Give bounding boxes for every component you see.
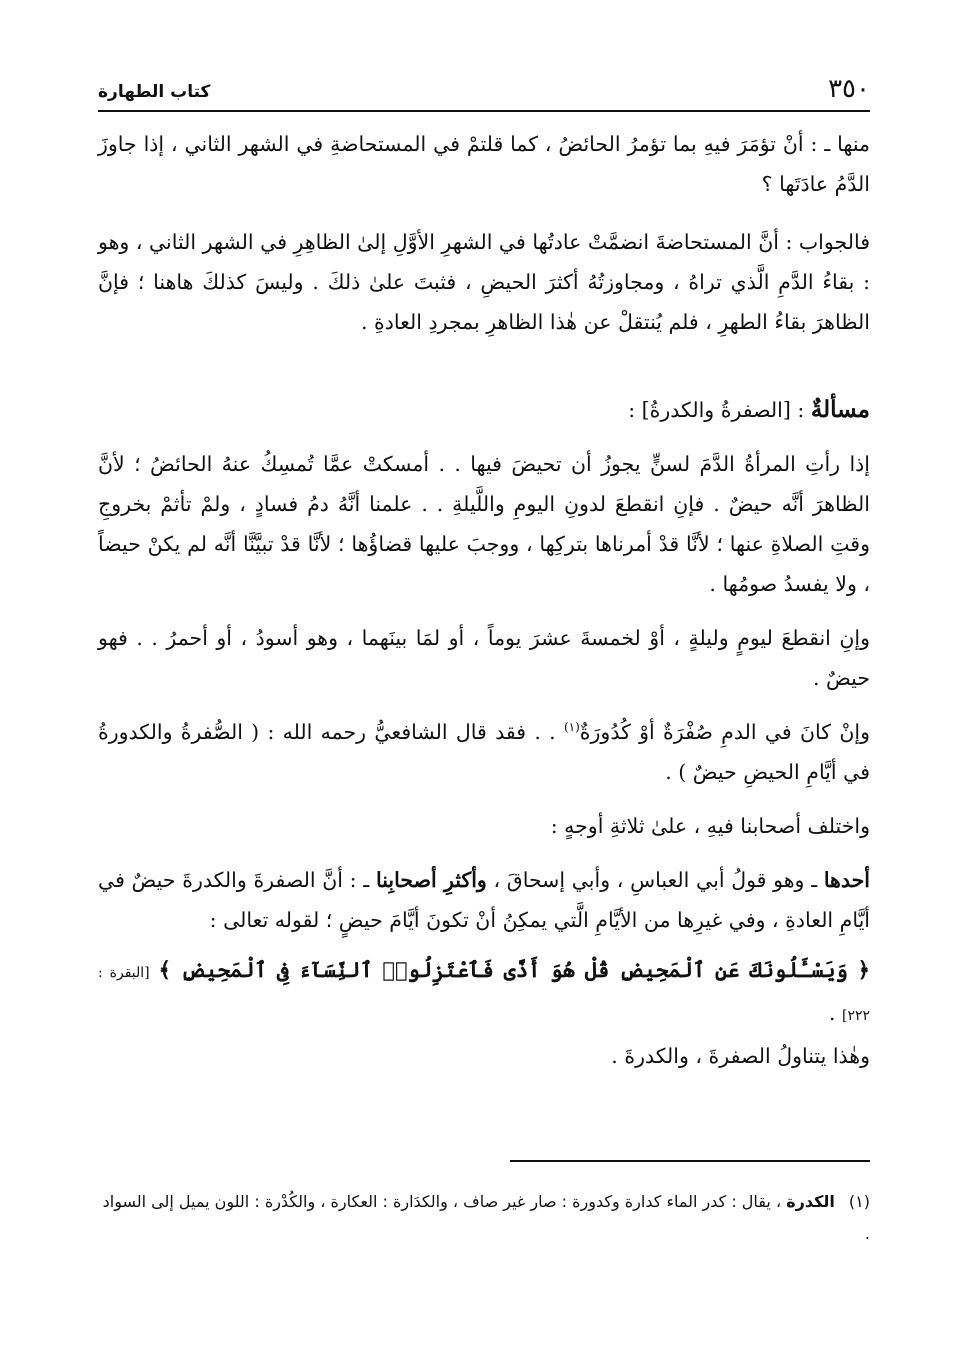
- footnote-term: الكدرة: [786, 1192, 835, 1211]
- paragraph: وإنِ انقطعَ ليومٍ وليلةٍ ، أوْ لخمسةَ عشرَ يوماً ، أو لمَا بينَهما ، وهو أسودُ ، أو أحمرُ . . فهو حيضٌ .: [98, 626, 870, 690]
- footnote-rule: [510, 1160, 870, 1162]
- heading-label: مسألةٌ: [810, 396, 870, 423]
- paragraph: منها ـ : أنْ تؤمَرَ فيهِ بما تؤمرُ الحائضُ ، كما قلتمْ في المستحاضةِ في الشهر الثاني ، إذا جاوزَ الدَّمُ عادَتَها ؟: [98, 132, 870, 196]
- paragraph: [98, 860, 870, 940]
- paragraph: فالجواب : أنَّ المستحاضةَ انضمَّتْ عادتُها في الشهرِ الأوَّلِ إلىٰ الظاهِرِ في الشهر الثاني ، وهو : بقاءُ الدَّمِ الَّذي تراهُ ، ومجاوزتُهُ أكثرَ الحيضِ ، فثبتَ علىٰ ذلكَ . وليسَ كذلكَ هاهنا ؛ فإنَّ الظاهرَ بقاءُ الطهرِ ، فلم يُنتقلْ عن هٰذا الظاهرِ بمجردِ العادةِ .: [98, 230, 870, 334]
- paragraph: [98, 712, 870, 792]
- page-number: ٣٥٠: [828, 74, 870, 104]
- paragraph-part: ـ وهو قولُ أبي العباسِ ، وأبي إسحاقَ ،: [486, 868, 824, 892]
- paragraph: إذا رأتِ المرأةُ الدَّمَ لسنٍّ يجوزُ أن تحيضَ فيها . . أمسكتْ عمَّا تُمسِكُ عنهُ الحائضُ ؛ لأنَّ الظاهرَ أنَّه حيضٌ . فإنِ انقطعَ لدونِ اليومِ واللَّيلةِ . . علمنا أنَّهُ دمُ فسادٍ ، ولمْ تأثمْ بخروجِ وقتِ الصلاةِ عنها ؛ لأنَّا قدْ أمرناها بتركِها ، ووجبَ عليها قضاؤُها ؛ لأنَّا قدْ تبيَّنَّا أنَّه لم يكنْ حيضاً ، ولا يفسدُ صومُها .: [98, 452, 870, 596]
- page: [98, 60, 870, 1076]
- footnote-text: ، يقال : كدر الماء كدارة وكدورة : صار غير صاف ، والكدَارة : العكارة ، والكُدْرة : اللون يميل إلى السواد .: [102, 1192, 870, 1243]
- paragraph: واختلف أصحابنا فيهِ ، علىٰ ثلاثةِ أوجهٍ :: [550, 814, 870, 838]
- quran-reference: [البقرة : ٢٢٢]: [98, 965, 870, 1024]
- footnote-number: (١): [848, 1192, 870, 1211]
- paragraph-part: ـ : أنَّ الصفرةَ والكدرةَ حيضٌ في أيَّامِ العادةِ ، وفي غيرِها من الأيَّامِ الَّتي يمكِنُ أنْ تكونَ أيَّامَ حيضٍ ؛ لقوله تعالى :: [98, 868, 870, 932]
- heading-title: : [الصفرةُ والكدرةُ] :: [628, 398, 805, 422]
- quran-text: ﴿ وَيَسْـَٔلُونَكَ عَنِ ٱلْمَحِيضِ قُلْ هُوَ أَذًى فَٱعْتَزِلُوا۟ ٱلنِّسَآءَ فِى ٱلْمَحِيضِ ﴾: [158, 957, 870, 982]
- paragraph-part: وإنْ كانَ في الدمِ صُفْرَةٌ أوْ كُدُورَةٌ: [579, 720, 870, 744]
- footnote-reference[interactable]: (١): [563, 720, 580, 735]
- bold-term: وأكثرِ أصحابِنا: [375, 868, 487, 892]
- section-heading: [98, 390, 870, 430]
- quran-end: .: [828, 1001, 842, 1025]
- paragraph-part: . . فقد قال الشافعيُّ رحمه الله : ( الصُّفرةُ والكدورةُ في أيَّامِ الحيضِ حيضٌ ) .: [98, 720, 870, 784]
- quran-verse: [98, 950, 870, 1036]
- paragraph: وهٰذا يتناولُ الصفرةَ ، والكدرةَ .: [611, 1044, 870, 1068]
- main-text: [98, 124, 870, 1076]
- page-header: [98, 60, 870, 112]
- bold-term: أحدها: [823, 868, 870, 892]
- running-title: كتاب الطهارة: [98, 82, 211, 102]
- footnote: [98, 1186, 870, 1250]
- header-rule: [98, 110, 870, 112]
